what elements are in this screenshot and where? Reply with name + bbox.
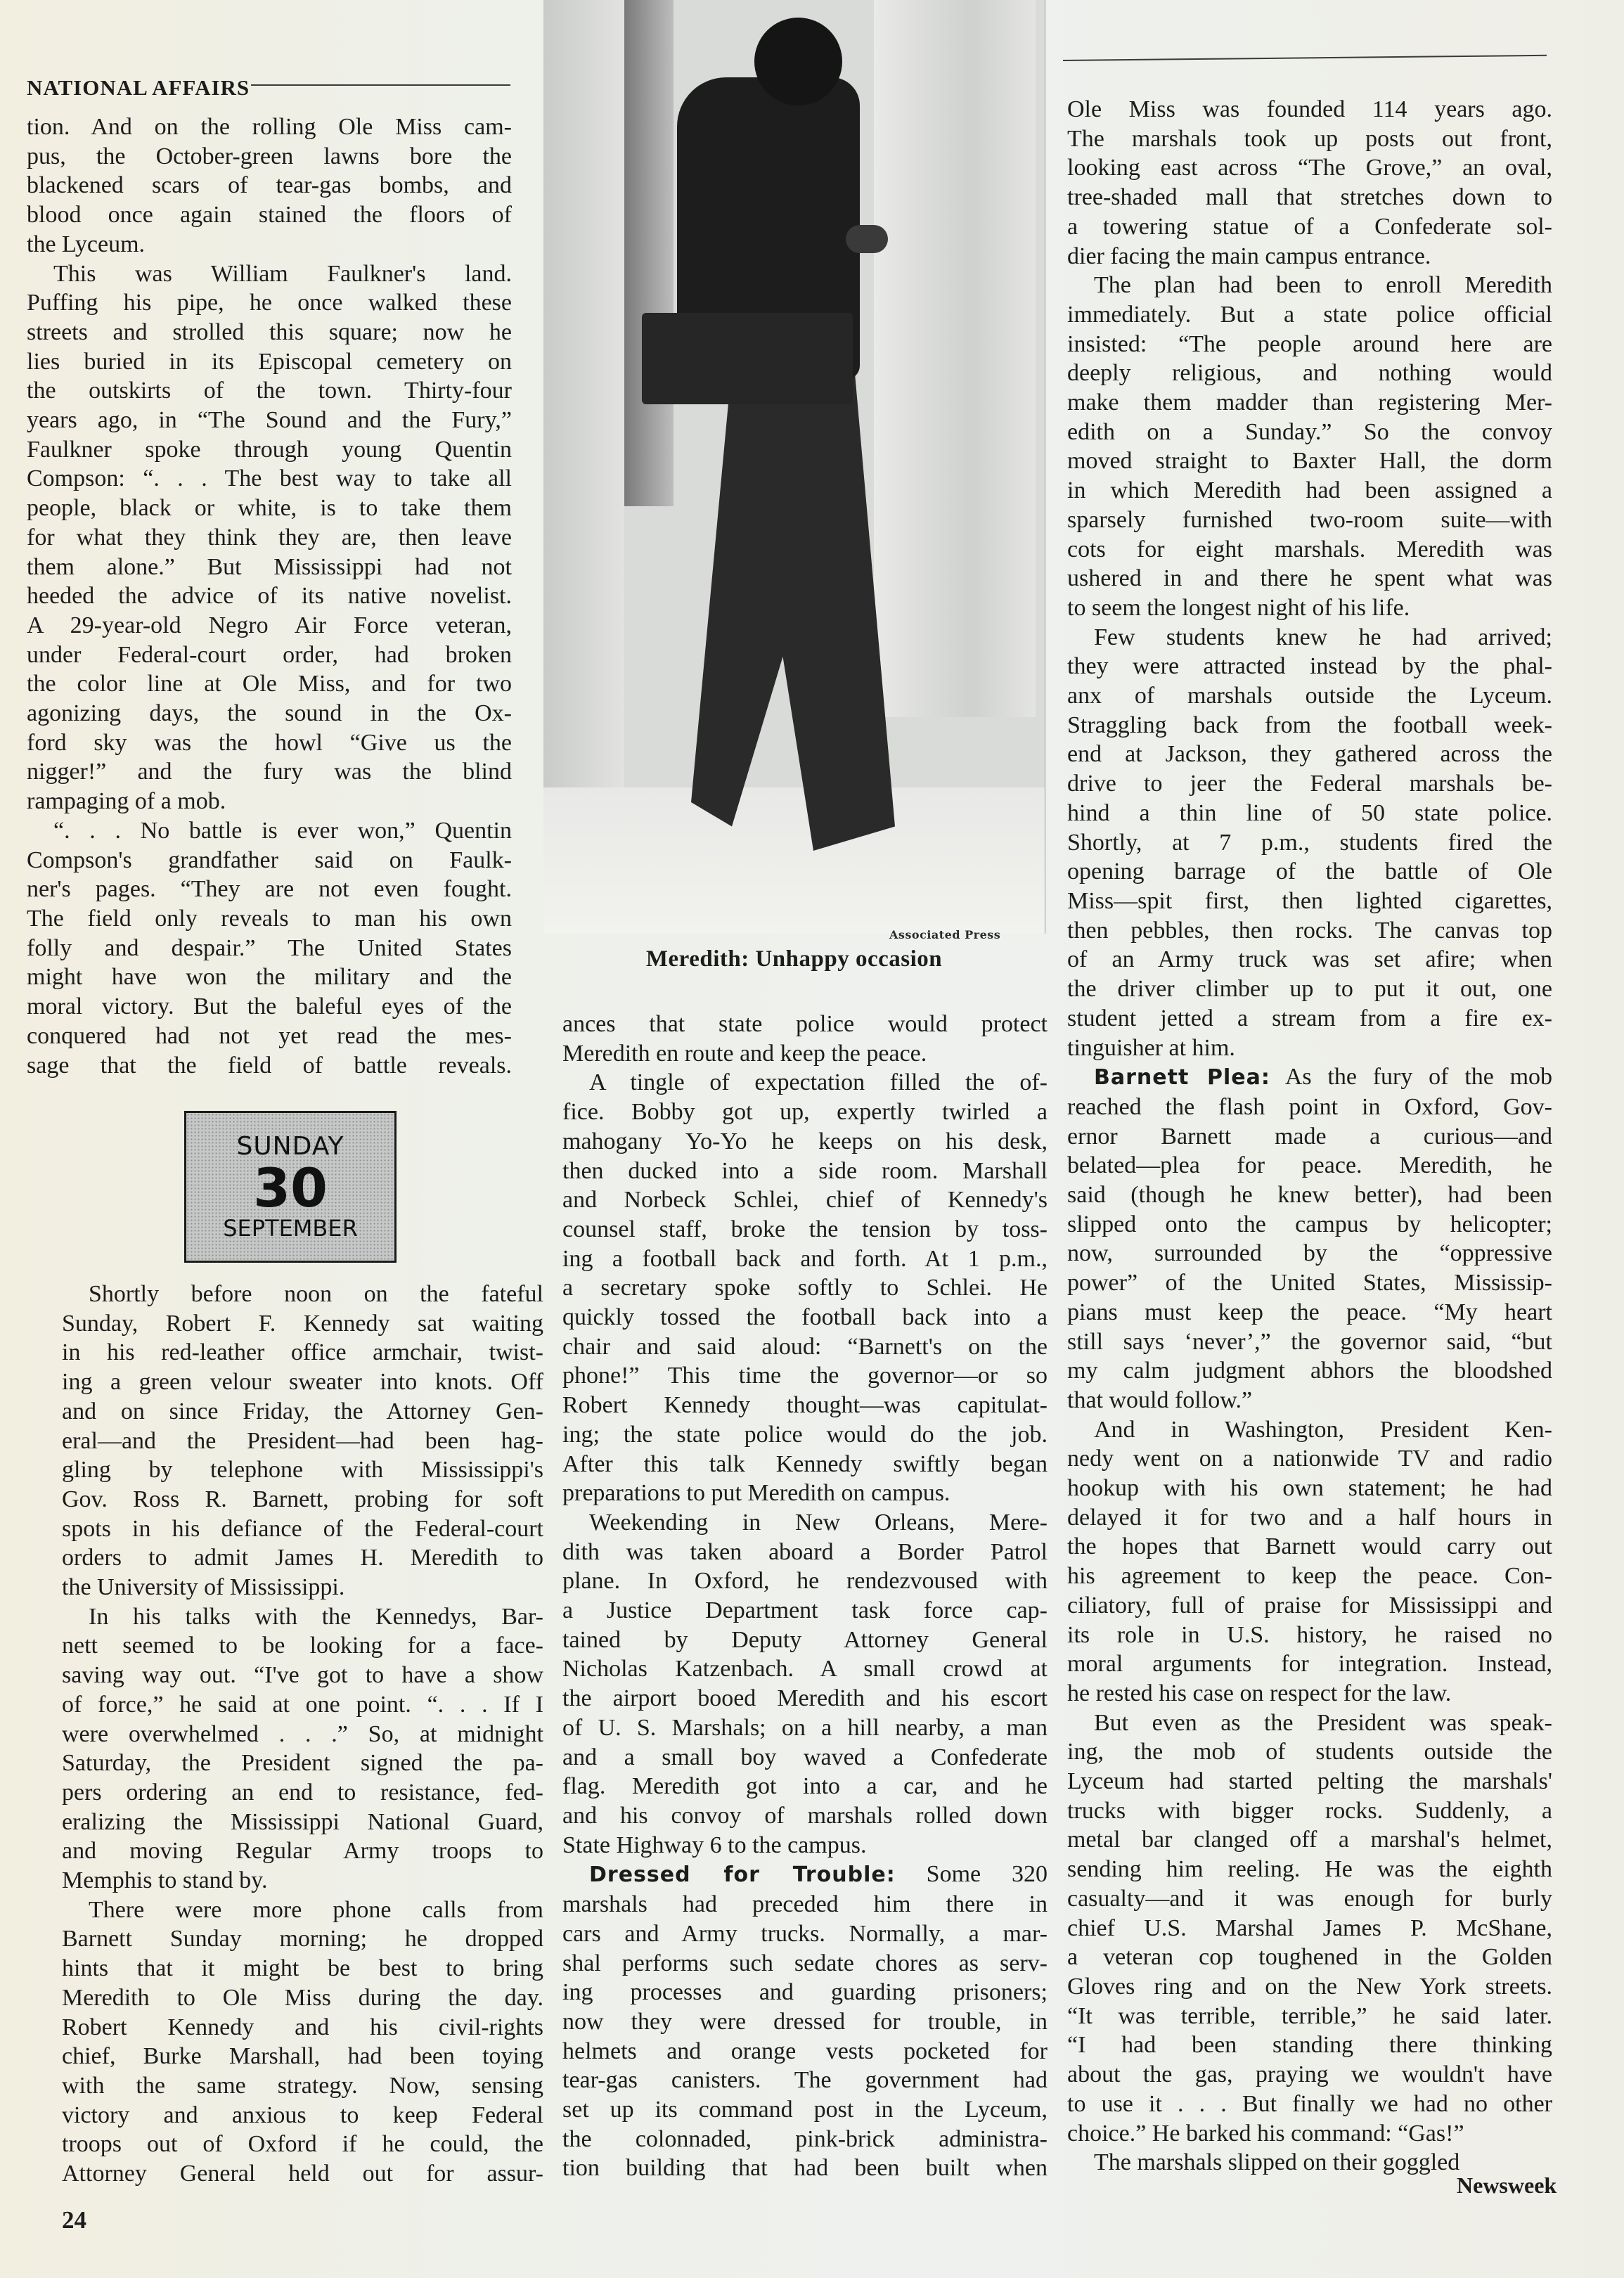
- text-line: Memphis to stand by.: [62, 1867, 268, 1894]
- text-line: set up its command post in the Lyceum,: [562, 2097, 1048, 2123]
- text-line: student jetted a stream from a fire ex-: [1067, 1005, 1552, 1031]
- text-line: A tingle of expectation filled the of-: [589, 1069, 1048, 1096]
- paragraph: [1067, 95, 1552, 271]
- paragraph: [562, 1010, 1048, 1068]
- text-line: chair and said aloud: “Barnett's on the: [562, 1333, 1048, 1360]
- paragraph: [27, 259, 512, 816]
- text-line: marshals had preceded him there in: [562, 1891, 1048, 1918]
- text-line: Attorney General held out for assur-: [62, 2161, 543, 2187]
- photo-briefcase: [642, 313, 853, 404]
- photo-credit: Associated Press: [889, 928, 1001, 941]
- photo-companion-figure: [624, 0, 674, 506]
- paragraph: [562, 1508, 1048, 1860]
- paragraph: [1067, 623, 1552, 1063]
- text-line: about the gas, praying we wouldn't have: [1067, 2061, 1552, 2088]
- paragraph: [62, 1280, 543, 1602]
- text-fragment: Some 320: [926, 1861, 1048, 1888]
- text-line: in his red-leather office armchair, twist-: [62, 1339, 543, 1366]
- text-line: The marshals slipped on their goggled: [1094, 2149, 1460, 2176]
- text-line: a veteran cop toughened in the Golden: [1067, 1944, 1552, 1971]
- text-line: But even as the President was speak-: [1094, 1709, 1552, 1736]
- text-line: dier facing the main campus entrance.: [1067, 243, 1431, 269]
- text-line: slipped onto the campus by helicopter;: [1067, 1211, 1552, 1237]
- text-line: sage that the field of battle reveals.: [27, 1052, 512, 1079]
- text-line: choice.” He barked his command: “Gas!”: [1067, 2120, 1464, 2147]
- text-line: chief U.S. Marshal James P. McShane,: [1067, 1915, 1552, 1941]
- text-line: of U. S. Marshals; on a hill nearby, a man: [562, 1714, 1048, 1741]
- text-line: the colonnaded, pink-brick administra-: [562, 2125, 1048, 2152]
- text-line: helmets and orange vests pocketed for: [562, 2038, 1048, 2064]
- text-line: a Justice Department task force cap-: [562, 1597, 1048, 1624]
- column-right: [1067, 95, 1552, 2177]
- text-line: Saturday, the President signed the pa-: [62, 1750, 543, 1777]
- text-line: mahogany Yo-Yo he keeps on his desk,: [562, 1128, 1048, 1154]
- column-left-top: [27, 112, 512, 1080]
- text-line: ciliatory, full of praise for Mississippi and: [1067, 1592, 1552, 1619]
- text-line: Straggling back from the football week-: [1067, 712, 1552, 738]
- text-line: Ole Miss was founded 114 years ago.: [1067, 96, 1552, 122]
- text-line: the University of Mississippi.: [62, 1574, 345, 1601]
- text-line: Compson's grandfather said on Faulk-: [27, 847, 512, 873]
- text-line: to use it . . . But finally we had no other: [1067, 2090, 1552, 2117]
- text-line: Robert Kennedy and his civil-rights: [62, 2014, 543, 2040]
- text-line: end at Jackson, they gathered across the: [1067, 741, 1552, 768]
- text-line: ances that state police would protect: [562, 1011, 1048, 1037]
- text-line: in which Meredith had been assigned a: [1067, 477, 1552, 504]
- text-line: ford sky was the howl “Give us the: [27, 729, 512, 756]
- text-line: he rested his case on respect for the law.: [1067, 1680, 1452, 1706]
- text-line: nedy went on a nationwide TV and radio: [1067, 1446, 1552, 1472]
- photo-caption: Meredith: Unhappy occasion: [645, 946, 943, 972]
- text-line: sparsely furnished two-room suite—with: [1067, 506, 1552, 533]
- text-line: A 29-year-old Negro Air Force veteran,: [27, 612, 512, 638]
- text-line: Weekending in New Orleans, Mere-: [589, 1509, 1048, 1536]
- text-line: counsel staff, broke the tension by toss-: [562, 1216, 1048, 1242]
- text-line: cots for eight marshals. Meredith was: [1067, 536, 1552, 562]
- column-left-bottom: [62, 1280, 543, 2189]
- text-line: under Federal-court order, had broken: [27, 641, 512, 668]
- text-line: might have won the military and the: [27, 964, 512, 991]
- text-line: Faulkner spoke through young Quentin: [27, 436, 512, 463]
- text-line: Compson: “. . . The best way to take all: [27, 465, 512, 492]
- text-line: said (though he knew better), had been: [1067, 1182, 1552, 1209]
- paragraph: [62, 1896, 543, 2189]
- date-box: [184, 1111, 397, 1263]
- text-line: the Lyceum.: [27, 231, 146, 257]
- text-line: trucks with bigger rocks. Suddenly, a: [1067, 1797, 1552, 1824]
- text-line: pus, the October-green lawns bore the: [27, 143, 512, 169]
- text-line: of force,” he said at one point. “. . . If I: [62, 1691, 543, 1718]
- text-line: And in Washington, President Ken-: [1094, 1416, 1552, 1443]
- text-line: immediately. But a state police official: [1067, 301, 1552, 328]
- text-line: saving way out. “I've got to have a show: [62, 1662, 543, 1689]
- text-line: edith on a Sunday.” So the convoy: [1067, 418, 1552, 445]
- column-center: [562, 1010, 1048, 2183]
- text-line: belated—plea for peace. Meredith, he: [1067, 1152, 1552, 1179]
- text-line: them alone.” But Mississippi had not: [27, 553, 512, 580]
- text-line: spots in his defiance of the Federal-court: [62, 1515, 543, 1542]
- text-line: eral—and the President—had been hag-: [62, 1427, 543, 1454]
- text-line: quickly tossed the football back into a: [562, 1304, 1048, 1331]
- text-line: The plan had been to enroll Meredith: [1094, 272, 1552, 299]
- text-line: ing; the state police would do the job.: [562, 1421, 1048, 1448]
- paragraph: [62, 1602, 543, 1896]
- text-line: flag. Meredith got into a car, and he: [562, 1773, 1048, 1800]
- text-line: power” of the United States, Mississip-: [1067, 1270, 1552, 1296]
- text-line: his agreement to keep the peace. Con-: [1067, 1563, 1552, 1590]
- text-line: troops out of Oxford if he could, the: [62, 2131, 543, 2158]
- text-line: of an Army truck was set afire; when: [1067, 946, 1552, 973]
- text-line: tree-shaded mall that stretches down to: [1067, 184, 1552, 211]
- text-line: hind a thin line of 50 state police.: [1067, 799, 1552, 826]
- text-line: and his convoy of marshals rolled down: [562, 1802, 1048, 1829]
- paragraph: [562, 1860, 1048, 2183]
- text-line: victory and anxious to keep Federal: [62, 2102, 543, 2128]
- text-line: chief, Burke Marshall, had been toying: [62, 2043, 543, 2070]
- text-line: Shortly before noon on the fateful: [89, 1281, 543, 1307]
- text-line: and Norbeck Schlei, chief of Kennedy's: [562, 1187, 1048, 1214]
- text-line: blackened scars of tear-gas bombs, and: [27, 172, 512, 199]
- text-line: ing a football back and forth. At 1 p.m.,: [562, 1245, 1048, 1272]
- text-line: metal bar clanged off a marshal's helmet,: [1067, 1827, 1552, 1853]
- text-line: still says ‘never’,” the governor said, “but: [1067, 1328, 1552, 1355]
- text-line: lies buried in its Episcopal cemetery on: [27, 348, 512, 375]
- text-line: then ducked into a side room. Marshall: [562, 1157, 1048, 1184]
- paragraph: [1067, 1415, 1552, 1708]
- text-line: orders to admit James H. Meredith to: [62, 1545, 543, 1571]
- text-line: tion. And on the rolling Ole Miss cam-: [27, 114, 512, 140]
- text-line: a secretary spoke softly to Schlei. He: [562, 1275, 1048, 1301]
- text-line: the driver climber up to put it out, one: [1067, 976, 1552, 1003]
- text-line: Meredith en route and keep the peace.: [562, 1040, 927, 1067]
- photo-steps: [543, 787, 1045, 934]
- photo-figure-legs: [691, 366, 895, 851]
- text-line: Nicholas Katzenbach. A small crowd at: [562, 1656, 1048, 1682]
- text-line: moral victory. But the baleful eyes of the: [27, 993, 512, 1020]
- text-line: and a small boy waved a Confederate: [562, 1744, 1048, 1770]
- text-line: conquered had not yet read the mes-: [27, 1022, 512, 1049]
- text-line: In his talks with the Kennedys, Bar-: [89, 1603, 543, 1630]
- text-line: Gloves ring and on the New York streets.: [1067, 1974, 1552, 2000]
- section-header: [27, 70, 510, 98]
- text-line: reached the flash point in Oxford, Gov-: [1067, 1093, 1552, 1120]
- page-number: 24: [62, 2206, 86, 2234]
- text-line: Meredith to Ole Miss during the day.: [62, 1984, 543, 2011]
- text-line: ing a green velour sweater into knots. Off: [62, 1369, 543, 1396]
- text-line: “. . . No battle is ever won,” Quentin: [53, 817, 512, 844]
- text-line: agonizing days, the sound in the Ox-: [27, 700, 512, 727]
- text-line: with the same strategy. Now, sensing: [62, 2072, 543, 2099]
- paragraph: [562, 1068, 1048, 1508]
- text-line: State Highway 6 to the campus.: [562, 1832, 867, 1858]
- text-line: years ago, in “The Sound and the Fury,”: [27, 407, 512, 434]
- text-line: Puffing his pipe, he once walked these: [27, 290, 512, 316]
- text-line: the airport booed Meredith and his escort: [562, 1685, 1048, 1712]
- text-line: people, black or white, is to take them: [27, 495, 512, 522]
- text-line: cars and Army trucks. Normally, a mar-: [562, 1920, 1048, 1947]
- text-line: sending him reeling. He was the eighth: [1067, 1856, 1552, 1883]
- text-line: its role in U.S. history, he raised no: [1067, 1621, 1552, 1648]
- text-line: my calm judgment abhors the bloodshed: [1067, 1358, 1552, 1384]
- text-line: delayed it for two and a half hours in: [1067, 1504, 1552, 1531]
- publication-name: Newsweek: [1457, 2173, 1557, 2198]
- text-line: hookup with his own statement; he had: [1067, 1475, 1552, 1502]
- text-line: that would follow.”: [1067, 1386, 1253, 1413]
- text-line: ing processes and guarding prisoners;: [562, 1979, 1048, 2006]
- text-line: Sunday, Robert F. Kennedy sat waiting: [62, 1310, 543, 1337]
- subhead-kicker: Barnett Plea:: [1094, 1065, 1270, 1090]
- text-line: they were attracted instead by the phal-: [1067, 653, 1552, 680]
- text-line: gling by telephone with Mississippi's: [62, 1457, 543, 1484]
- text-line: dith was taken aboard a Border Patrol: [562, 1538, 1048, 1565]
- text-line: tion building that had been built when: [562, 2155, 1048, 2182]
- photo-column-right: [874, 0, 1036, 717]
- photo-figure-hand: [846, 225, 888, 253]
- date-month: SEPTEMBER: [223, 1215, 358, 1242]
- text-line: heeded the advice of its native novelist.: [27, 583, 512, 610]
- text-line: ner's pages. “They are not even fought.: [27, 876, 512, 903]
- text-line: the hopes that Barnett would carry out: [1067, 1533, 1552, 1560]
- date-day: 30: [253, 1157, 328, 1220]
- text-line: anx of marshals outside the Lyceum.: [1067, 683, 1552, 709]
- text-line: [562, 1860, 1048, 1890]
- text-line: the color line at Ole Miss, and for two: [27, 671, 512, 697]
- text-line: tear-gas canisters. The government had: [562, 2067, 1048, 2094]
- text-line: the outskirts of the town. Thirty-four: [27, 378, 512, 404]
- text-line: Shortly, at 7 p.m., students fired the: [1067, 829, 1552, 856]
- text-line: Robert Kennedy thought—was capitulat-: [562, 1392, 1048, 1419]
- text-line: blood once again stained the floors of: [27, 202, 512, 229]
- text-line: Few students knew he had arrived;: [1094, 624, 1552, 650]
- text-line: The field only reveals to man his own: [27, 905, 512, 932]
- text-line: for what they think they are, then leave: [27, 524, 512, 551]
- text-line: deeply religious, and nothing would: [1067, 360, 1552, 387]
- text-line: pians must keep the peace. “My heart: [1067, 1299, 1552, 1325]
- text-line: then pebbles, then rocks. The canvas top: [1067, 917, 1552, 944]
- text-line: and on since Friday, the Attorney Gen-: [62, 1398, 543, 1424]
- text-line: casualty—and it was enough for burly: [1067, 1885, 1552, 1912]
- text-line: and moving Regular Army troops to: [62, 1838, 543, 1865]
- text-line: This was William Faulkner's land.: [53, 260, 512, 287]
- text-line: nett seemed to be looking for a face-: [62, 1633, 543, 1659]
- text-line: eralizing the Mississippi National Guard,: [62, 1808, 543, 1835]
- text-line: tinguisher at him.: [1067, 1034, 1235, 1061]
- paragraph: [1067, 1708, 1552, 2149]
- paragraph: [1067, 1062, 1552, 1415]
- text-line: ing, the mob of students outside the: [1067, 1739, 1552, 1765]
- text-fragment: As the fury of the mob: [1284, 1064, 1553, 1090]
- paragraph: [1067, 271, 1552, 622]
- paragraph: [27, 112, 512, 259]
- text-line: drive to jeer the Federal marshals be-: [1067, 771, 1552, 797]
- text-line: “It was terrible, terrible,” he said later.: [1067, 2002, 1552, 2029]
- text-line: opening barrage of the battle of Ole: [1067, 858, 1552, 885]
- text-line: nigger!” and the fury was the blind: [27, 759, 512, 785]
- paragraph: [27, 816, 512, 1080]
- text-line: “I had been standing there thinking: [1067, 2032, 1552, 2059]
- text-line: now, surrounded by the “oppressive: [1067, 1240, 1552, 1267]
- text-line: Gov. Ross R. Barnett, probing for soft: [62, 1486, 543, 1512]
- text-line: a towering statue of a Confederate sol-: [1067, 213, 1552, 240]
- text-line: ernor Barnett made a curious—and: [1067, 1123, 1552, 1150]
- text-line: folly and despair.” The United States: [27, 934, 512, 961]
- text-line: The marshals took up posts out front,: [1067, 125, 1552, 152]
- text-line: make them madder than registering Mer-: [1067, 390, 1552, 416]
- text-line: Lyceum had started pelting the marshals': [1067, 1768, 1552, 1795]
- text-line: shal performs such sedate chores as serv-: [562, 1950, 1048, 1976]
- text-line: After this talk Kennedy swiftly began: [562, 1450, 1048, 1477]
- text-line: moral arguments for integration. Instead,: [1067, 1651, 1552, 1678]
- text-line: looking east across “The Grove,” an oval,: [1067, 155, 1552, 181]
- header-rule: [251, 84, 510, 86]
- text-line: to seem the longest night of his life.: [1067, 594, 1410, 621]
- text-line: Miss—spit first, then lighted cigarettes,: [1067, 887, 1552, 914]
- text-line: fice. Bobby got up, expertly twirled a: [562, 1099, 1048, 1126]
- text-line: hints that it might be best to bring: [62, 1955, 543, 1982]
- text-line: preparations to put Meredith on campus.: [562, 1480, 950, 1507]
- text-line: insisted: “The people around here are: [1067, 330, 1552, 357]
- text-line: ushered in and there he spent what was: [1067, 565, 1552, 592]
- date-weekday: SUNDAY: [236, 1131, 344, 1161]
- subhead-kicker: Dressed for Trouble:: [589, 1862, 896, 1888]
- photo-figure-head: [754, 18, 842, 105]
- text-line: tained by Deputy Attorney General: [562, 1626, 1048, 1653]
- text-line: rampaging of a mob.: [27, 788, 226, 815]
- text-line: were overwhelmed . . .” So, at midnight: [62, 1720, 543, 1747]
- text-line: Barnett Sunday morning; he dropped: [62, 1926, 543, 1952]
- text-line: streets and strolled this square; now he: [27, 318, 512, 345]
- news-photo: [543, 0, 1045, 934]
- text-line: There were more phone calls from: [89, 1896, 543, 1923]
- text-line: [1067, 1062, 1552, 1093]
- text-line: pers ordering an end to resistance, fed-: [62, 1779, 543, 1806]
- text-line: now they were dressed for trouble, in: [562, 2008, 1048, 2035]
- text-line: plane. In Oxford, he rendezvoused with: [562, 1568, 1048, 1595]
- section-label: NATIONAL AFFAIRS: [27, 75, 250, 100]
- text-line: moved straight to Baxter Hall, the dorm: [1067, 448, 1552, 475]
- text-line: phone!” This time the governor—or so: [562, 1363, 1048, 1389]
